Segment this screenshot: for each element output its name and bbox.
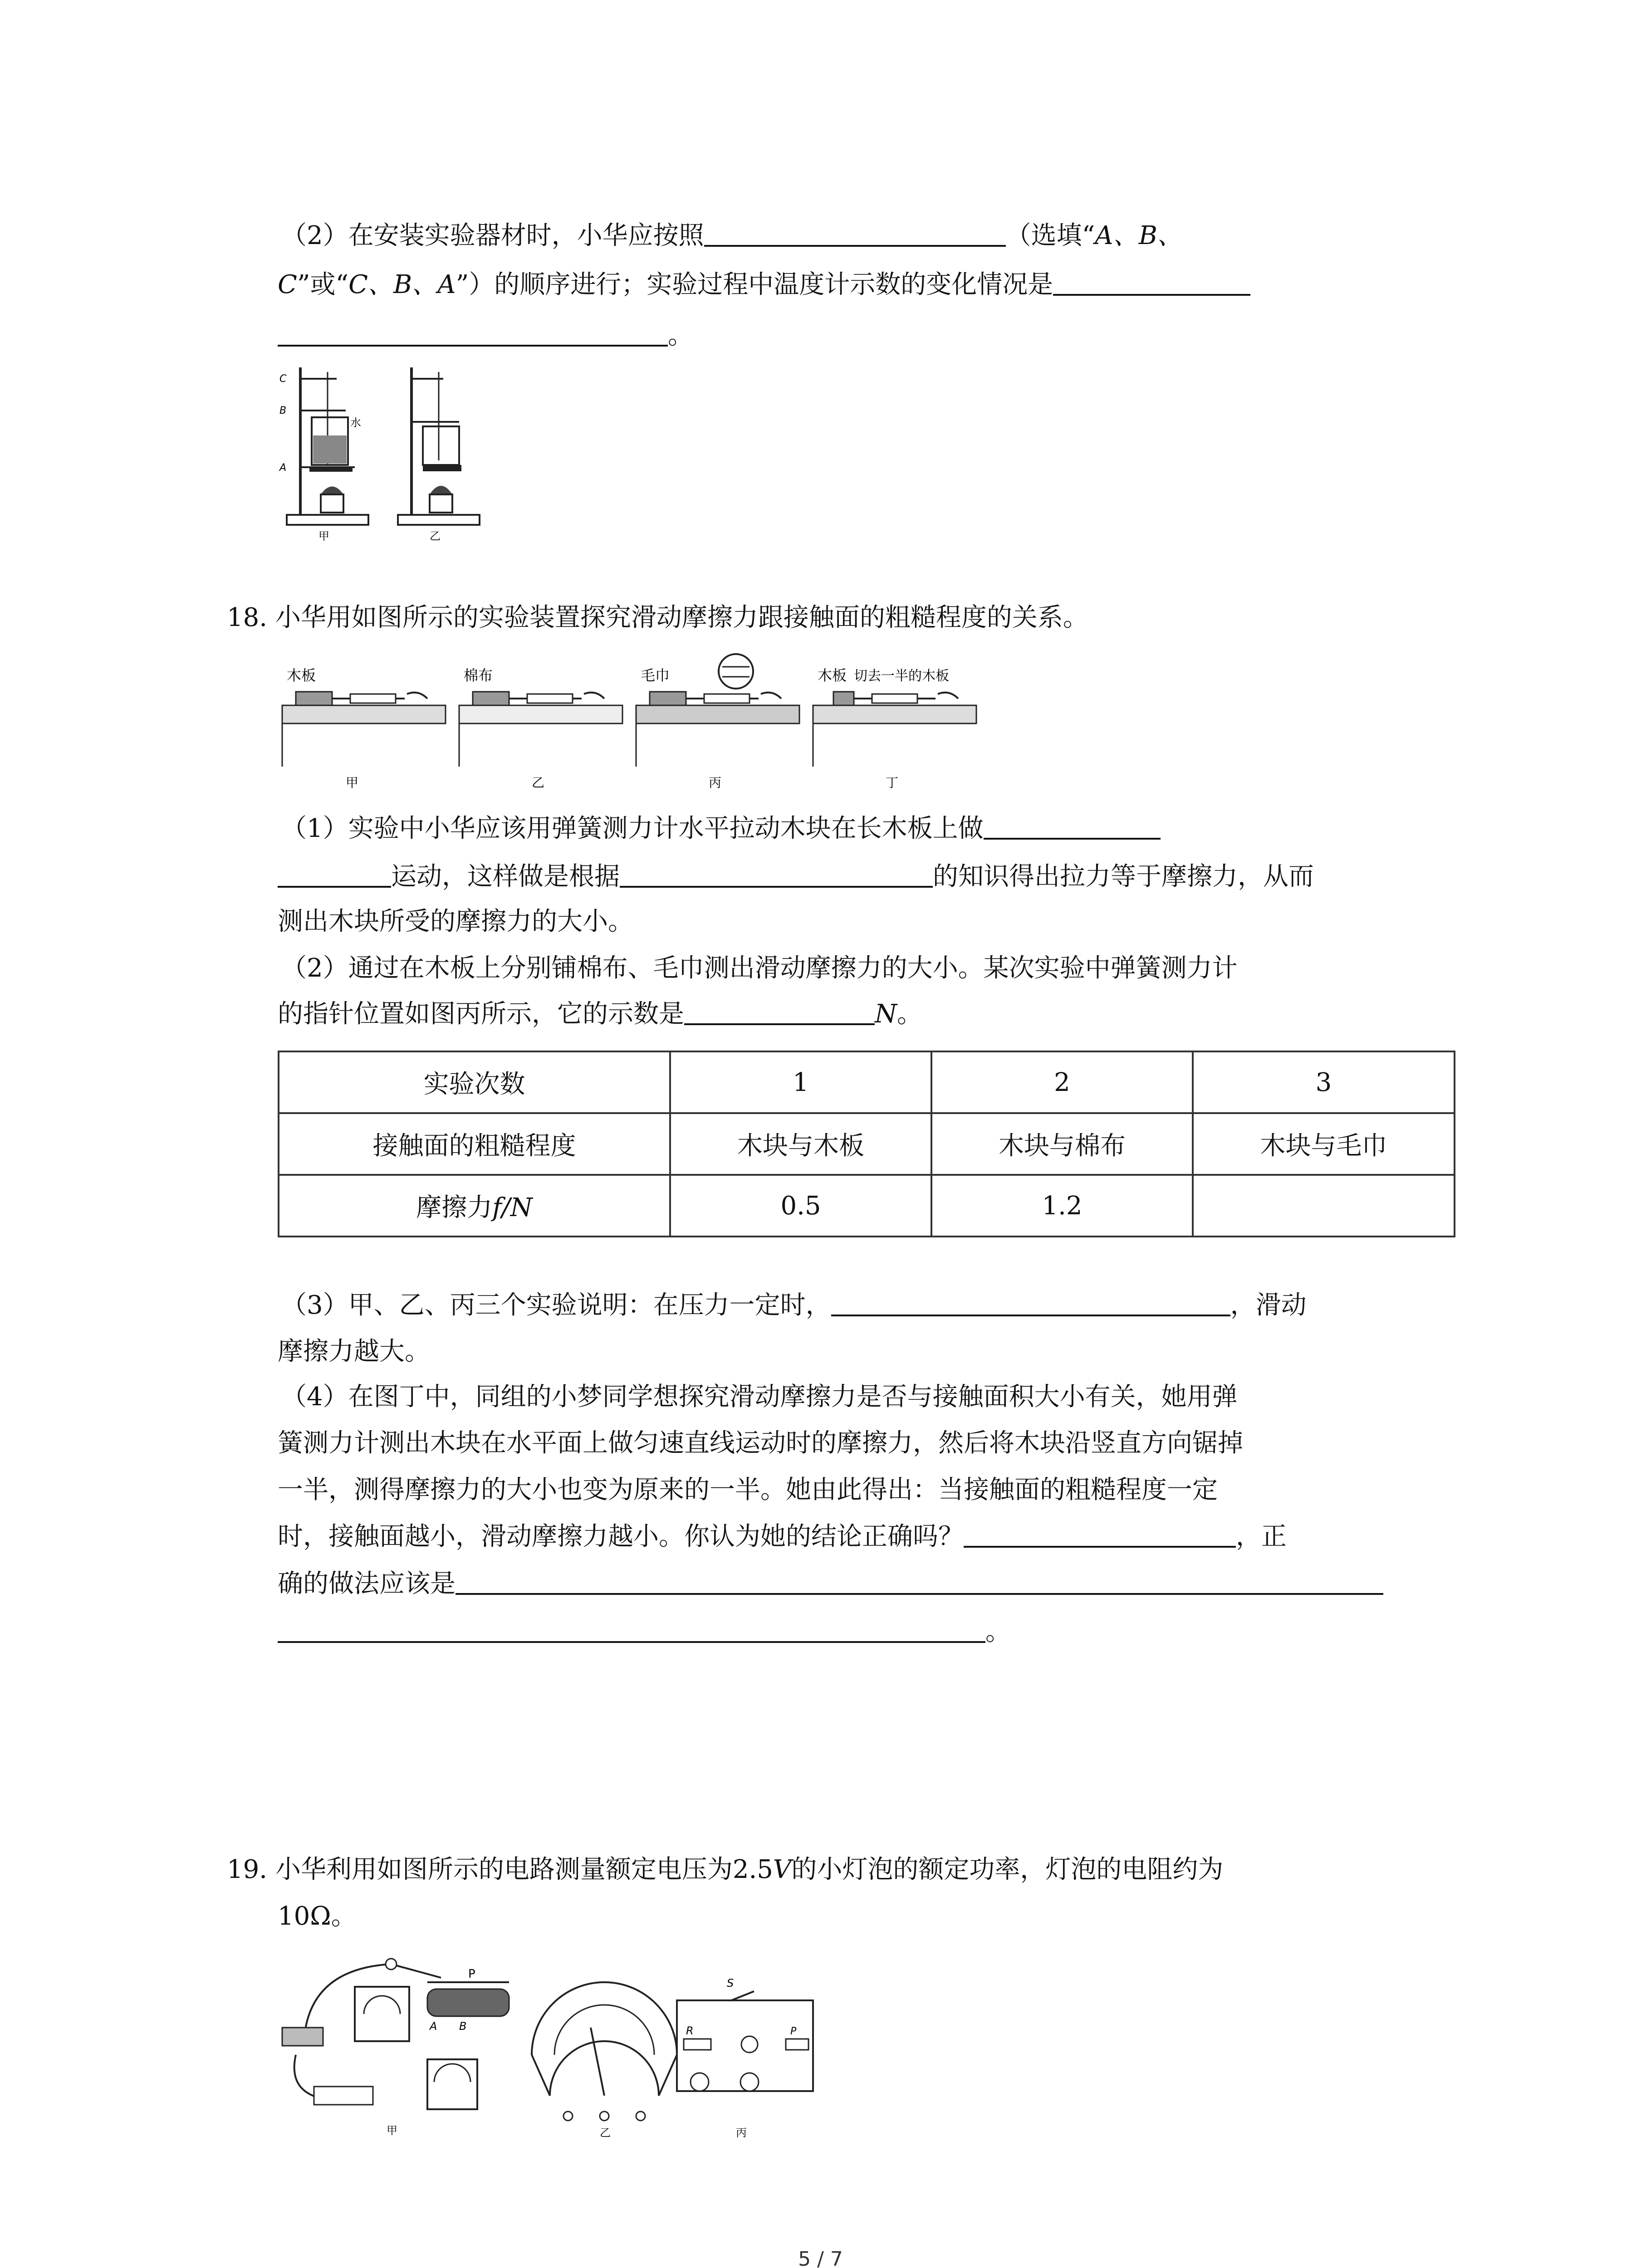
table-cell[interactable]: [1193, 1175, 1455, 1237]
q18-p4-line-4: 时，接触面越小，滑动摩擦力越小。你认为她的结论正确吗？ ，正: [278, 1519, 1287, 1555]
svg-text:水: 水: [350, 416, 361, 429]
svg-text:R: R: [686, 2024, 694, 2037]
q17-line-2: C”或“C、B、A”）的顺序进行；实验过程中温度计示数的变化情况是: [278, 267, 1250, 303]
svg-text:毛巾: 毛巾: [641, 667, 670, 684]
svg-text:甲: 甲: [318, 530, 329, 543]
q19-panel-bing: [677, 1977, 813, 2139]
q18-p1-line-2: 运动，这样做是根据 的知识得出拉力等于摩擦力，从而: [278, 859, 1314, 895]
bulb-icon: [386, 1959, 397, 1970]
q18-p3-line-1: （3）甲、乙、丙三个实验说明：在压力一定时， ，滑动: [281, 1287, 1307, 1324]
q18-figure: [278, 653, 985, 794]
q18-panel-yi: [459, 667, 622, 790]
dial-zoom-icon: [719, 654, 753, 689]
svg-text:B: B: [459, 2020, 467, 2033]
q18-p4-line-6: 。: [278, 1614, 1011, 1650]
table-cell: 木块与木板: [670, 1113, 931, 1175]
table-cell: 1: [670, 1051, 931, 1113]
stand-base-jia: [287, 515, 368, 525]
voltmeter-icon: [355, 1987, 409, 2041]
table-cell: 0.5: [670, 1175, 931, 1237]
q18-p4-line-1: （4）在图丁中，同组的小梦同学想探究滑动摩擦力是否与接触面积大小有关，她用弹: [281, 1382, 1238, 1412]
q18-p4-line-3: 一半，测得摩擦力的大小也变为原来的一半。她由此得出：当接触面的粗糙程度一定: [278, 1475, 1218, 1505]
svg-text:A: A: [279, 462, 287, 474]
q19-stem-line-2: 10Ω。: [278, 1901, 357, 1931]
svg-text:乙: 乙: [430, 530, 441, 543]
svg-text:甲: 甲: [346, 775, 359, 790]
svg-text:丙: 丙: [736, 2126, 747, 2139]
table-cell: 摩擦力f/N: [279, 1175, 670, 1237]
q18-blank-2[interactable]: [278, 859, 391, 888]
q18-blank-6[interactable]: [964, 1519, 1236, 1548]
stand-base-yi: [398, 515, 480, 525]
q18-stem: 18. 小华用如图所示的实验装置探究滑动摩擦力跟接触面的粗糙程度的关系。: [227, 603, 1088, 632]
svg-text:甲: 甲: [387, 2124, 397, 2137]
svg-text:木板: 木板: [818, 667, 847, 684]
q17-blank-1[interactable]: [704, 218, 1006, 247]
q18-blank-7[interactable]: [456, 1566, 1383, 1595]
svg-text:木板: 木板: [287, 667, 316, 684]
battery-icon: [314, 2087, 373, 2105]
q18-p1-line-3: 测出木块所受的摩擦力的大小。: [278, 907, 633, 936]
table-cell: 1.2: [931, 1175, 1193, 1237]
q18-blank-1[interactable]: [984, 811, 1161, 840]
meter-dial-icon: [532, 1982, 677, 2096]
q18-blank-5[interactable]: [831, 1287, 1230, 1316]
rheostat-icon: [427, 1989, 509, 2016]
table-row: [279, 1113, 1455, 1175]
svg-text:A: A: [430, 2020, 437, 2033]
q18-p4-line-2: 簧测力计测出木块在水平面上做匀速直线运动时的摩擦力，然后将木块沿竖直方向锯掉: [278, 1428, 1243, 1458]
q18-p4-line-5: 确的做法应该是: [278, 1566, 1383, 1602]
q18-blank-4[interactable]: [684, 996, 875, 1025]
q18-p3-line-2: 摩擦力越大。: [278, 1337, 430, 1366]
svg-text:S: S: [727, 1977, 734, 1989]
q18-blank-8[interactable]: [278, 1614, 985, 1643]
page-number: 5 / 7: [798, 2248, 843, 2268]
table-cell: 木块与毛巾: [1193, 1113, 1455, 1175]
svg-text:B: B: [279, 405, 287, 416]
schematic-switch-icon: [731, 1991, 754, 2000]
q17-line-1: （2）在安装实验器材时，小华应按照 （选填“A、B、: [281, 218, 1183, 254]
svg-text:P: P: [790, 2026, 797, 2037]
q18-panel-jia: [282, 667, 446, 790]
table-row: [279, 1051, 1455, 1113]
q19-panel-jia: [282, 1959, 509, 2137]
svg-text:乙: 乙: [532, 775, 545, 790]
svg-text:丁: 丁: [886, 775, 899, 790]
svg-text:丙: 丙: [709, 775, 722, 790]
q17-blank-3[interactable]: [278, 318, 668, 347]
q17-blank-2[interactable]: [1053, 267, 1250, 296]
svg-text:C: C: [279, 373, 287, 385]
table-cell: 3: [1193, 1051, 1455, 1113]
ammeter-icon: [427, 2059, 477, 2109]
table-cell: 实验次数: [279, 1051, 670, 1113]
svg-text:切去一半的木板: 切去一半的木板: [854, 668, 949, 684]
friction-table: [278, 1051, 1455, 1237]
svg-text:P: P: [468, 1967, 475, 1981]
table-cell: 接触面的粗糙程度: [279, 1113, 670, 1175]
q19-figure: [278, 1950, 822, 2141]
svg-text:乙: 乙: [600, 2126, 611, 2139]
q18-panel-ding: [813, 667, 976, 790]
q18-p1-line-1: （1）实验中小华应该用弹簧测力计水平拉动木块在长木板上做: [281, 811, 1161, 847]
table-cell: 2: [931, 1051, 1193, 1113]
q17-figure: [278, 358, 491, 553]
table-row: [279, 1175, 1455, 1237]
q17-line-3: 。: [278, 318, 693, 354]
svg-text:棉布: 棉布: [464, 667, 493, 684]
q19-stem-line-1: 19. 小华利用如图所示的电路测量额定电压为2.5V的小灯泡的额定功率，灯泡的电阻约为: [227, 1855, 1224, 1884]
table-cell: 木块与棉布: [931, 1113, 1193, 1175]
q18-p2-line-2: 的指针位置如图丙所示，它的示数是 N。: [278, 996, 922, 1032]
q18-panel-bing: [636, 654, 799, 790]
switch-icon: [282, 2028, 323, 2046]
q19-panel-yi: [532, 1982, 677, 2139]
q18-p2-line-1: （2）通过在木板上分别铺棉布、毛巾测出滑动摩擦力的大小。某次实验中弹簧测力计: [281, 953, 1238, 983]
alcohol-lamp-icon: [321, 487, 343, 495]
q18-blank-3[interactable]: [620, 859, 933, 888]
